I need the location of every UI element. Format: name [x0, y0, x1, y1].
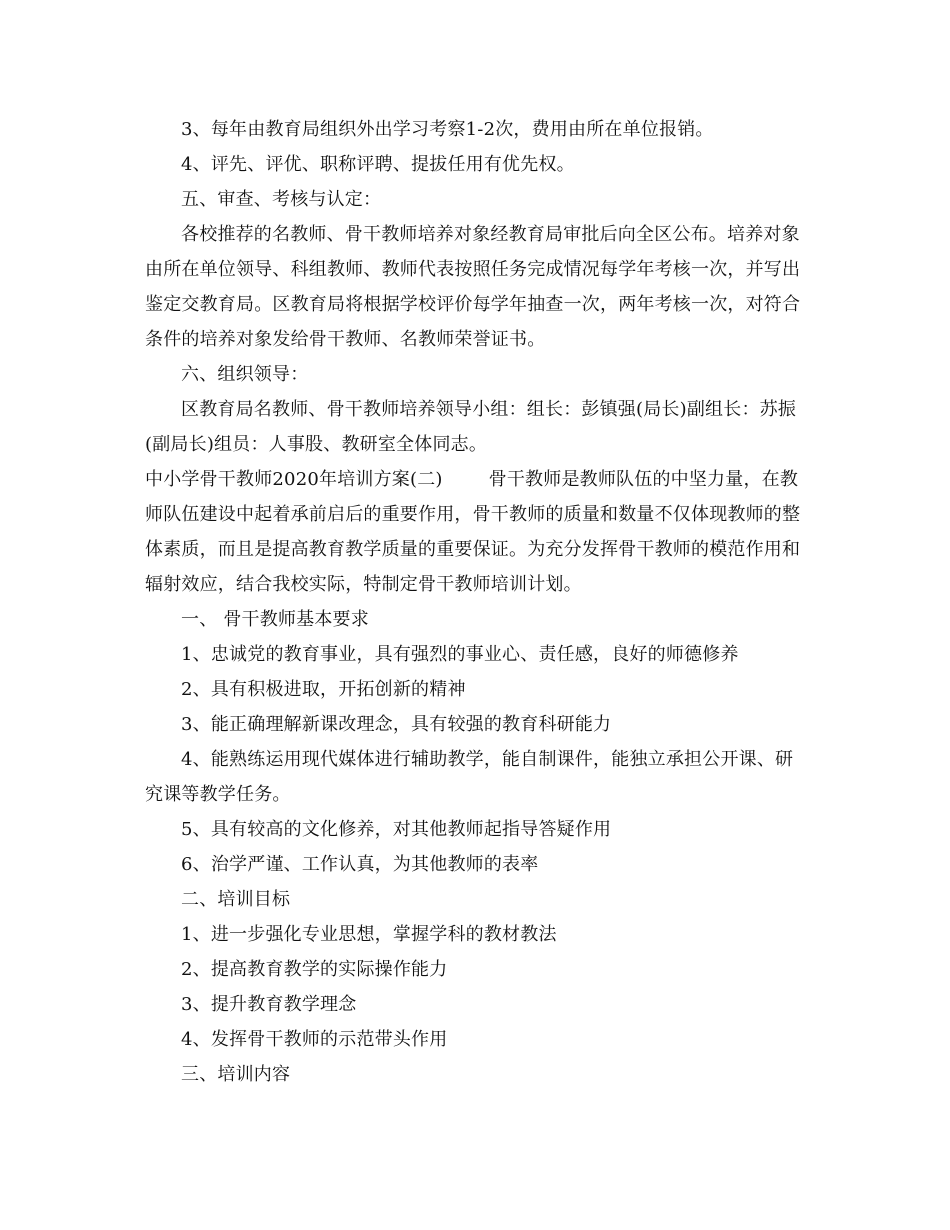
list-item: 1、忠诚党的教育事业，具有强烈的事业心、责任感，良好的师德修养: [181, 644, 739, 665]
paragraph: 4、评先、评优、职称评聘、提拔任用有优先权。: [181, 154, 575, 175]
list-item: 4、能熟练运用现代媒体进行辅助教学，能自制课件，能独立承担公开课、研究课等教学任务。: [145, 749, 794, 805]
list-item: 6、治学严谨、工作认真，为其他教师的表率: [181, 854, 539, 875]
document-body: [145, 112, 810, 1092]
list-item: 3、能正确理解新课改理念，具有较强的教育科研能力: [181, 714, 612, 735]
list-item: 3、提升教育教学理念: [181, 994, 357, 1015]
intro-paragraph: 骨干教师是教师队伍的中坚力量，在教师队伍建设中起着承前启后的重要作用，骨干教师的质量和数量不仅体现教师的整体素质，而且是提高教育教学质量的重要保证。为充分发挥骨干教师的模范作用和辐射效应，结合我校实际，特制定骨干教师培训计划。: [145, 469, 801, 595]
document-subtitle: 中小学骨干教师2020年培训方案(二): [145, 469, 443, 490]
document-title-paragraph: [145, 462, 810, 602]
section-heading: 二、培训目标: [181, 889, 291, 910]
list-item: 5、具有较高的文化修养，对其他教师起指导答疑作用: [181, 819, 612, 840]
section-heading: 五、审查、考核与认定：: [181, 189, 382, 210]
list-item: 1、进一步强化专业思想，掌握学科的教材教法: [181, 924, 557, 945]
section-heading: 一、 骨干教师基本要求: [181, 609, 369, 630]
paragraph: 3、每年由教育局组织外出学习考察1-2次，费用由所在单位报销。: [181, 119, 714, 140]
paragraph: 各校推荐的名教师、骨干教师培养对象经教育局审批后向全区公布。培养对象由所在单位领导、科组教师、教师代表按照任务完成情况每学年考核一次，并写出鉴定交教育局。区教育局将根据学校评价每学年抽查一次，两年考核一次，对符合条件的培养对象发给骨干教师、名教师荣誉证书。: [145, 224, 801, 350]
list-item: 4、发挥骨干教师的示范带头作用: [181, 1029, 448, 1050]
section-heading: 六、组织领导：: [181, 364, 309, 385]
list-item: 2、提高教育教学的实际操作能力: [181, 959, 448, 980]
section-heading: 三、培训内容: [181, 1064, 291, 1085]
paragraph: 区教育局名教师、骨干教师培养领导小组：组长：彭镇强(局长)副组长：苏振(副局长)组员：人事股、教研室全体同志。: [145, 399, 797, 455]
list-item: 2、具有积极进取，开拓创新的精神: [181, 679, 466, 700]
